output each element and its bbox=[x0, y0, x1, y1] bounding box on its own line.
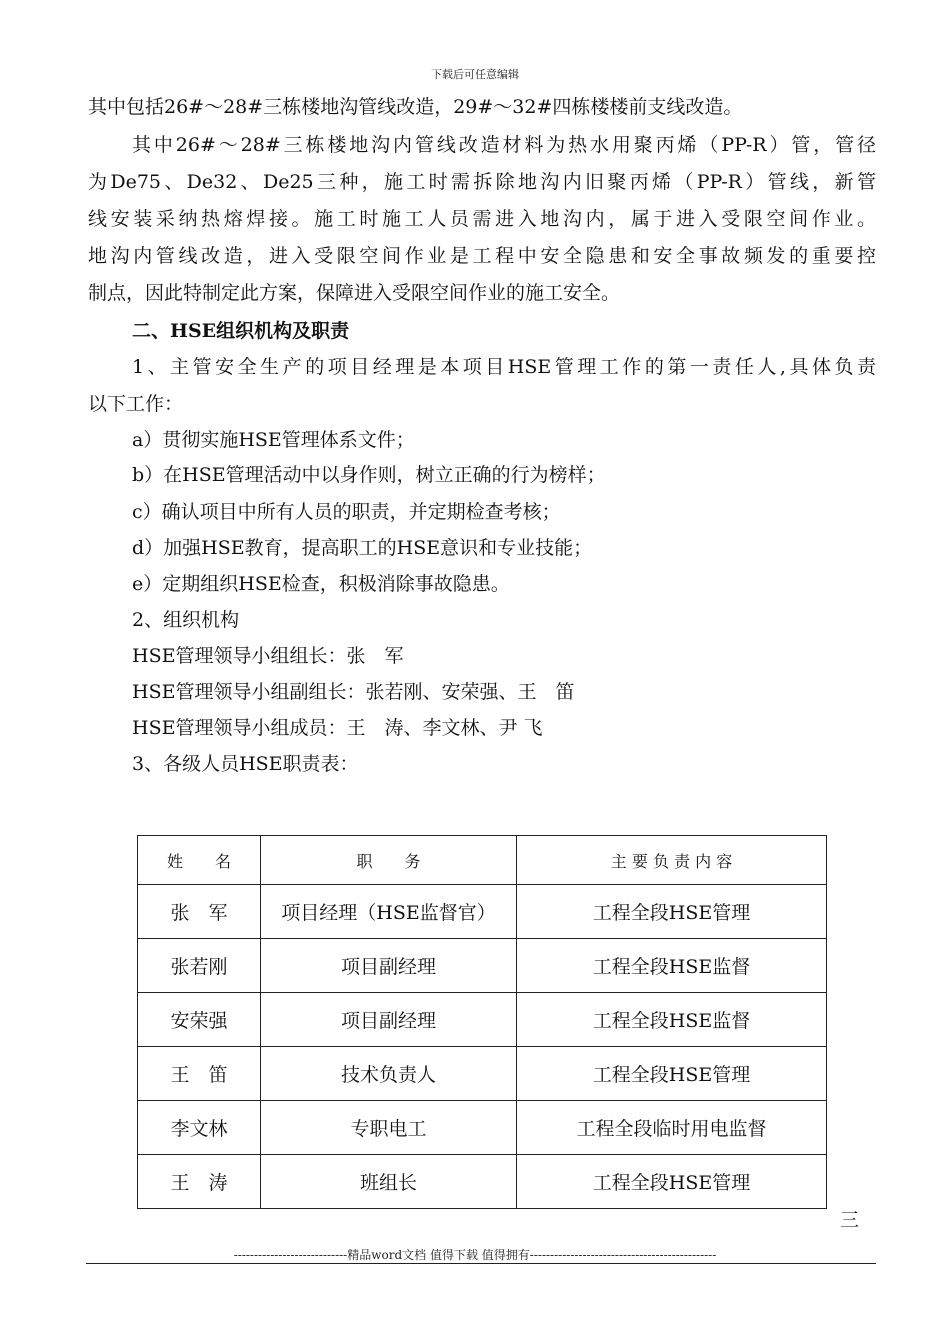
cell-position: 项目副经理 bbox=[261, 939, 517, 993]
cell-duty: 工程全段HSE管理 bbox=[517, 1047, 827, 1101]
item-line: 2、组织机构 bbox=[132, 609, 240, 631]
table-row bbox=[138, 1047, 827, 1101]
paragraph-line: 为De75、De32、De25三种，施工时需拆除地沟内旧聚丙烯（PP-R）管线，新管 bbox=[88, 171, 876, 193]
section-heading: 二、HSE组织机构及职责 bbox=[132, 320, 350, 342]
item-line: 1、主管安全生产的项目经理是本项目HSE管理工作的第一责任人,具体负责 bbox=[132, 356, 876, 378]
paragraph-line: 制点，因此特制定此方案，保障进入受限空间作业的施工安全。 bbox=[88, 282, 621, 304]
table-row bbox=[138, 885, 827, 939]
table-header-row bbox=[138, 836, 827, 885]
column-header-position: 职 务 bbox=[261, 836, 517, 885]
cell-name: 张若刚 bbox=[138, 939, 261, 993]
cell-position: 专职电工 bbox=[261, 1101, 517, 1155]
cell-position: 项目经理（HSE监督官） bbox=[261, 885, 517, 939]
column-header-name: 姓 名 bbox=[138, 836, 261, 885]
table-row bbox=[138, 993, 827, 1047]
duty-item: e）定期组织HSE检查，积极消除事故隐患。 bbox=[132, 573, 510, 595]
table-row bbox=[138, 1155, 827, 1209]
org-members: HSE管理领导小组成员：王 涛、李文林、尹 飞 bbox=[132, 717, 543, 739]
cell-duty: 工程全段临时用电监督 bbox=[517, 1101, 827, 1155]
item-line: 以下工作： bbox=[88, 393, 184, 415]
footer-text: ----------------------------精品word文档 值得下载 值得拥有---------------------------------------------- bbox=[233, 1248, 717, 1262]
cell-position: 技术负责人 bbox=[261, 1047, 517, 1101]
header-note: 下载后可任意编辑 bbox=[431, 68, 519, 81]
paragraph-line: 其中包括26#～28#三栋楼地沟管线改造，29#～32#四栋楼楼前支线改造。 bbox=[88, 96, 743, 118]
table-row bbox=[138, 1101, 827, 1155]
duty-item: d）加强HSE教育，提高职工的HSE意识和专业技能； bbox=[132, 537, 593, 559]
cell-name: 王 笛 bbox=[138, 1047, 261, 1101]
org-leader: HSE管理领导小组组长：张 军 bbox=[132, 645, 404, 667]
item-line: 3、各级人员HSE职责表： bbox=[132, 753, 359, 775]
cell-duty: 工程全段HSE管理 bbox=[517, 885, 827, 939]
cell-duty: 工程全段HSE监督 bbox=[517, 939, 827, 993]
org-deputy: HSE管理领导小组副组长：张若刚、安荣强、王 笛 bbox=[132, 681, 575, 703]
column-header-duty: 主 要 负 责 内 容 bbox=[517, 836, 827, 885]
cell-name: 安荣强 bbox=[138, 993, 261, 1047]
cell-position: 班组长 bbox=[261, 1155, 517, 1209]
duty-item: b）在HSE管理活动中以身作则，树立正确的行为榜样； bbox=[132, 464, 606, 486]
table-row bbox=[138, 939, 827, 993]
cell-position: 项目副经理 bbox=[261, 993, 517, 1047]
paragraph-line: 地沟内管线改造，进入受限空间作业是工程中安全隐患和安全事故频发的重要控 bbox=[88, 245, 876, 267]
duty-item: c）确认项目中所有人员的职责，并定期检查考核； bbox=[132, 501, 561, 523]
duty-table bbox=[137, 835, 827, 1209]
cell-name: 李文林 bbox=[138, 1101, 261, 1155]
cell-duty: 工程全段HSE监督 bbox=[517, 993, 827, 1047]
footer-rule bbox=[86, 1263, 876, 1264]
cell-name: 张 军 bbox=[138, 885, 261, 939]
cell-name: 王 涛 bbox=[138, 1155, 261, 1209]
page-mark: 三 bbox=[840, 1209, 860, 1231]
cell-duty: 工程全段HSE管理 bbox=[517, 1155, 827, 1209]
paragraph-line: 线安装采纳热熔焊接。施工时施工人员需进入地沟内，属于进入受限空间作业。 bbox=[88, 208, 876, 230]
paragraph-line: 其中26#～28#三栋楼地沟内管线改造材料为热水用聚丙烯（PP-R）管，管径 bbox=[132, 134, 876, 156]
duty-item: a）贯彻实施HSE管理体系文件； bbox=[132, 429, 415, 451]
